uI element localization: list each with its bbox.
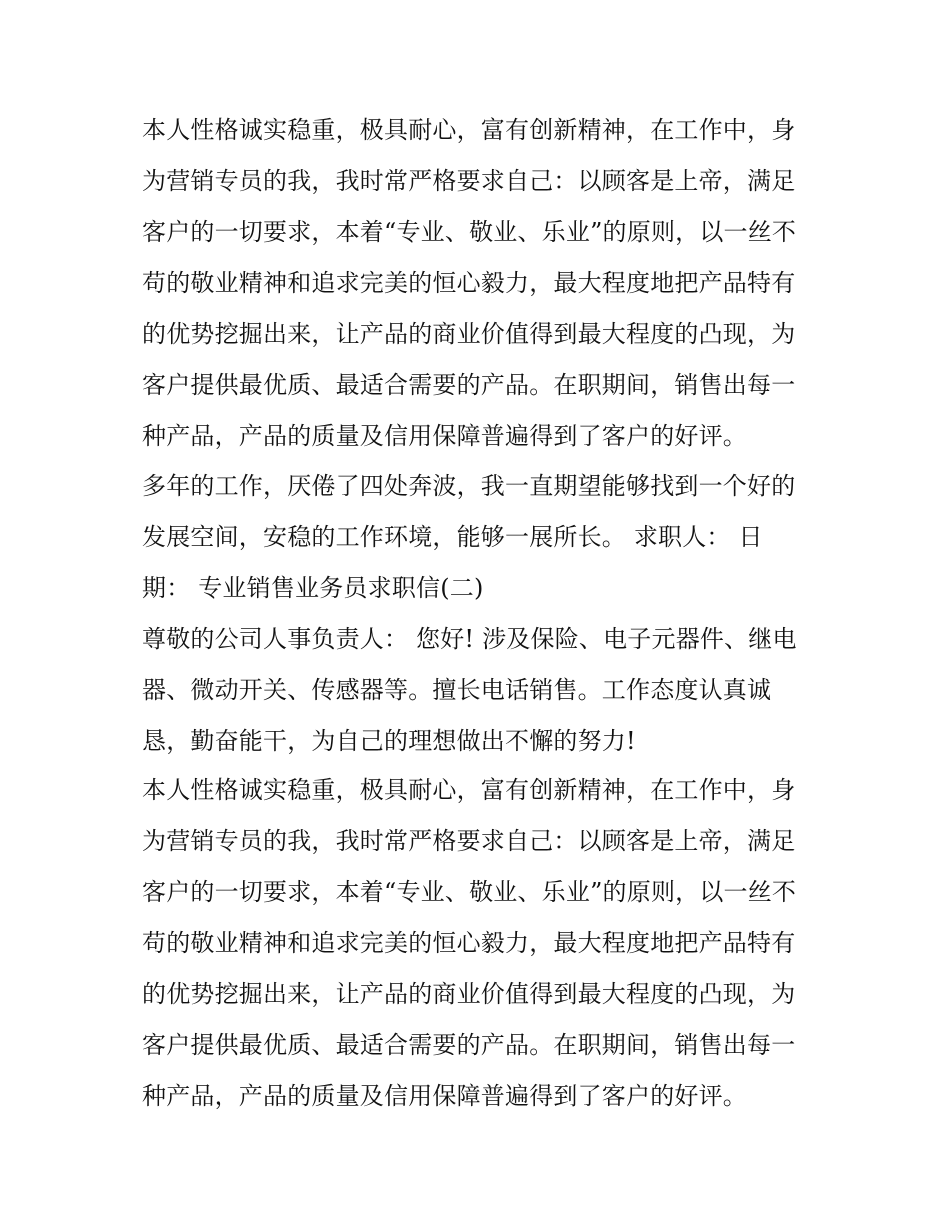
text-line: 为营销专员的我，我时常严格要求自己：以顾客是上帝，满足 xyxy=(142,827,796,855)
text-line: 苟的敬业精神和追求完美的恒心毅力，最大程度地把产品特有 xyxy=(142,269,796,297)
text-line: 种产品，产品的质量及信用保障普遍得到了客户的好评。 xyxy=(142,1082,747,1110)
text-line: 的优势挖掘出来，让产品的商业价值得到最大程度的凸现，为 xyxy=(142,980,796,1008)
text-line: 为营销专员的我，我时常严格要求自己：以顾客是上帝，满足 xyxy=(142,167,796,195)
text-line: 发展空间，安稳的工作环境，能够一展所长。 求职人： 日 xyxy=(142,523,763,551)
text-line: 客户提供最优质、最适合需要的产品。在职期间，销售出每一 xyxy=(142,1031,796,1059)
text-line: 多年的工作，厌倦了四处奔波，我一直期望能够找到一个好的 xyxy=(142,472,796,500)
text-line: 本人性格诚实稳重，极具耐心，富有创新精神，在工作中，身 xyxy=(142,776,796,804)
text-line: 苟的敬业精神和追求完美的恒心毅力，最大程度地把产品特有 xyxy=(142,929,796,957)
text-line: 期： 专业销售业务员求职信(二) xyxy=(142,574,484,602)
text-line: 的优势挖掘出来，让产品的商业价值得到最大程度的凸现，为 xyxy=(142,320,796,348)
text-line: 本人性格诚实稳重，极具耐心，富有创新精神，在工作中，身 xyxy=(142,116,796,144)
text-line: 种产品，产品的质量及信用保障普遍得到了客户的好评。 xyxy=(142,422,747,450)
text-line: 客户提供最优质、最适合需要的产品。在职期间，销售出每一 xyxy=(142,371,796,399)
text-line: 客户的一切要求，本着“专业、敬业、乐业”的原则，以一丝不 xyxy=(142,878,797,906)
text-line: 客户的一切要求，本着“专业、敬业、乐业”的原则，以一丝不 xyxy=(142,218,797,246)
text-line: 尊敬的公司人事负责人： 您好! 涉及保险、电子元器件、继电 xyxy=(142,625,797,653)
text-line: 恳，勤奋能干，为自己的理想做出不懈的努力! xyxy=(142,727,636,755)
text-line: 器、微动开关、传感器等。擅长电话销售。工作态度认真诚 xyxy=(142,676,772,704)
